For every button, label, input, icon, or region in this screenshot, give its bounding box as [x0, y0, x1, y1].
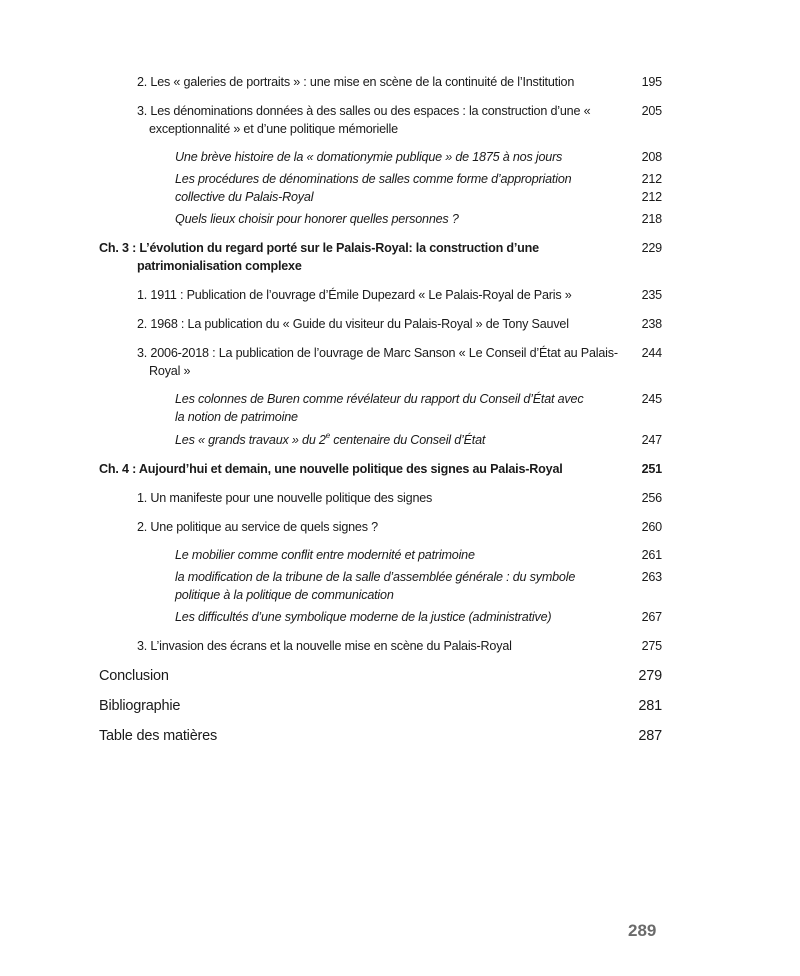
- toc-subentry: [175, 170, 662, 188]
- toc-subentry-title: Quels lieux choisir pour honorer quelles personnes ?: [175, 212, 459, 226]
- toc-entry: [137, 73, 662, 91]
- toc-entry-page: 205: [641, 104, 662, 118]
- toc-subentry-title: la modification de la tribune de la salle d’assemblée générale : du symbole politique à la politique de communication: [175, 570, 576, 602]
- toc-subentry: [175, 390, 662, 426]
- toc-subentry: [175, 546, 662, 564]
- toc-chapter-title: Ch. 3 : L’évolution du regard porté sur le Palais-Royal: la construction d’une patrimonialisation complexe: [99, 241, 539, 273]
- toc-entry: [137, 344, 662, 380]
- toc-entry-page: 195: [641, 75, 662, 89]
- toc-entry-page: 275: [641, 639, 662, 653]
- toc-subentry: [175, 210, 662, 228]
- superscript: e: [325, 431, 330, 440]
- toc-entry-title: 3. L’invasion des écrans et la nouvelle mise en scène du Palais-Royal: [137, 639, 512, 653]
- toc-part-title: Table des matières: [99, 728, 218, 744]
- toc-entry-page: 260: [641, 520, 662, 534]
- toc-subentry-title: Les procédures de dénominations de salles comme forme d’appropriation: [175, 172, 572, 186]
- toc-subentry-page: 212: [641, 172, 662, 186]
- toc-entry-title: 3. 2006-2018 : La publication de l’ouvrage de Marc Sanson « Le Conseil d’État au Palais-Royal »: [137, 346, 618, 378]
- toc-subentry-page: 263: [641, 570, 662, 584]
- toc-subentry-title: Une brève histoire de la « domationymie publique » de 1875 à nos jours: [175, 150, 563, 164]
- toc-chapter-page: 251: [641, 462, 662, 476]
- toc-entry-title: 1. Un manifeste pour une nouvelle politique des signes: [137, 491, 433, 505]
- toc-entry: [137, 102, 662, 138]
- toc-subentry-page: 212: [641, 190, 662, 204]
- toc-entry-title: 2. Une politique au service de quels signes ?: [137, 520, 378, 534]
- toc-subentry: [175, 608, 662, 626]
- toc-entry-page: 244: [641, 346, 662, 360]
- toc-part: [99, 666, 662, 686]
- toc-subentry-page: 247: [641, 433, 662, 447]
- toc-part: [99, 726, 662, 746]
- toc-subentry: [175, 148, 662, 166]
- toc-subentry-page: 208: [641, 150, 662, 164]
- toc-chapter-page: 229: [641, 241, 662, 255]
- toc-part: [99, 696, 662, 716]
- toc-part-page: 279: [638, 668, 662, 684]
- toc-subentry: [175, 431, 662, 449]
- toc-subentry-title: Le mobilier comme conflit entre modernité et patrimoine: [175, 548, 475, 562]
- toc-subentry: [175, 188, 662, 206]
- page-number: 289: [628, 921, 657, 940]
- toc-subentry-title: Les colonnes de Buren comme révélateur du rapport du Conseil d’État avec la notion de patrimoine: [175, 392, 584, 424]
- toc-entry: [137, 489, 662, 507]
- toc-part-page: 281: [638, 698, 662, 714]
- toc-entry: [137, 286, 662, 304]
- toc-part-title: Bibliographie: [99, 698, 181, 714]
- toc-entry-title: 2. 1968 : La publication du « Guide du visiteur du Palais-Royal » de Tony Sauvel: [137, 317, 569, 331]
- toc-part-page: 287: [638, 728, 662, 744]
- toc-subentry-page: 261: [641, 548, 662, 562]
- toc-chapter-title: Ch. 4 : Aujourd’hui et demain, une nouvelle politique des signes au Palais-Royal: [99, 462, 563, 476]
- toc-part-title: Conclusion: [99, 668, 169, 684]
- toc-subentry-title: Les difficultés d’une symbolique moderne de la justice (administrative): [175, 610, 552, 624]
- toc-subentry-page: 267: [641, 610, 662, 624]
- toc-subentry: [175, 568, 662, 604]
- toc-entry-title: 1. 1911 : Publication de l’ouvrage d’Émile Dupezard « Le Palais-Royal de Paris »: [137, 288, 572, 302]
- toc-entry: [137, 637, 662, 655]
- toc-subentry-page: 245: [641, 392, 662, 406]
- toc-chapter: [99, 239, 662, 275]
- toc-entry-page: 238: [641, 317, 662, 331]
- toc-entry: [137, 315, 662, 333]
- toc-entry-page: 235: [641, 288, 662, 302]
- toc-chapter: [99, 460, 662, 478]
- toc-entry-page: 256: [641, 491, 662, 505]
- toc-entry-title: 2. Les « galeries de portraits » : une mise en scène de la continuité de l’Institution: [137, 75, 575, 89]
- toc-entry-title: 3. Les dénominations données à des salles ou des espaces : la construction d’une « exceptionnalité » et d’une politique mémorielle: [137, 104, 591, 136]
- toc-subentry-page: 218: [641, 212, 662, 226]
- toc-subentry-title: collective du Palais-Royal: [175, 190, 314, 204]
- toc-subentry-title: Les « grands travaux » du 2e centenaire du Conseil d’État: [175, 431, 486, 447]
- toc-entry: [137, 518, 662, 536]
